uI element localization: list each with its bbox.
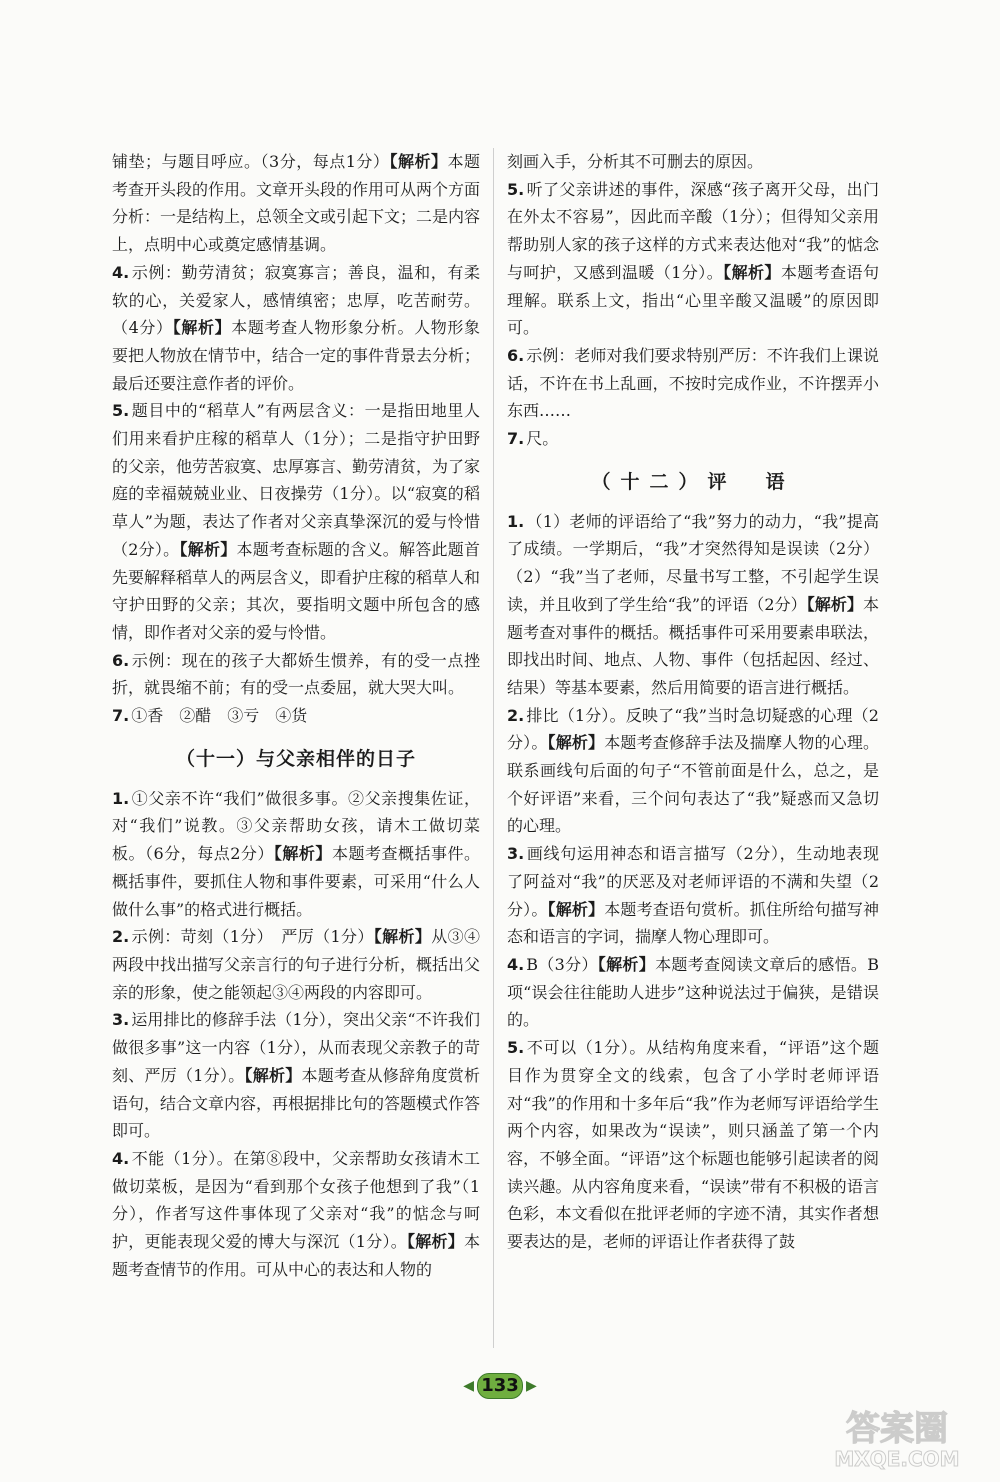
- watermark-line1: 答案圈: [846, 1409, 948, 1449]
- section-heading: （十一）与父亲相伴的日子: [175, 747, 416, 770]
- analysis-tag: 【解析】: [179, 539, 237, 559]
- page-number-badge: [448, 1372, 552, 1400]
- answer-item: [507, 1034, 879, 1256]
- item-text: B（3分）【解析】本题考查阅读文章后的感悟。B项“误会往往能助人进步”这种说法过于偏狭，是错误的。: [507, 954, 879, 1030]
- item-number: 7.: [112, 706, 130, 726]
- analysis-tag: 【解析】: [547, 733, 605, 753]
- answer-item: [507, 425, 879, 453]
- item-number: 7.: [507, 429, 525, 449]
- section-heading: （十二）评 语: [591, 470, 795, 493]
- item-number: 5.: [507, 1038, 525, 1058]
- item-text: 示例：现在的孩子大都娇生惯养，有的受一点挫折，就畏缩不前；有的受一点委屈，就大哭大叫。: [112, 650, 480, 698]
- item-number: 3.: [507, 844, 525, 864]
- analysis-tag: 【解析】: [172, 318, 232, 338]
- item-text: 刻画入手，分析其不可删去的原因。: [507, 152, 764, 171]
- item-number: 4.: [507, 954, 525, 974]
- answer-item: [507, 508, 879, 702]
- answer-item: [507, 951, 879, 1034]
- item-text: ①父亲不许“我们”做很多事。②父亲搜集佐证，对“我们”说教。③父亲帮助女孩，请木工做切菜板。（6分，每点2分）【解析】本题考查概括事件。概括事件，要抓住人物和事件要素，可采用“什么人做什么事”的格式进行概括。: [112, 788, 480, 919]
- analysis-tag: 【解析】: [406, 1232, 464, 1252]
- answer-item: [507, 342, 879, 425]
- answer-item: [112, 647, 480, 702]
- column-divider: [493, 148, 494, 1348]
- item-number: 6.: [112, 650, 130, 670]
- page-number: 133: [477, 1373, 523, 1399]
- item-text: 不能（1分）。在第⑧段中，父亲帮助女孩请木工做切菜板，是因为“看到那个女孩子他想到了我”（1分），作者写这件事体现了父亲对“我”的惦念与呵护，更能表现父爱的博大与深沉（1分）。【解析】本题考查情节的作用。可从中心的表达和人物的: [112, 1148, 480, 1279]
- answer-item: [112, 1006, 480, 1145]
- item-number: 6.: [507, 345, 525, 365]
- item-text: 排比（1分）。反映了“我”当时急切疑惑的心理（2分）。【解析】本题考查修辞手法及揣摩人物的心理。联系画线句后面的句子“不管前面是什么，总之，是个好评语”来看，三个问句表达了“我”疑惑而又急切的心理。: [507, 705, 879, 836]
- analysis-tag: 【解析】: [547, 899, 605, 919]
- answer-item: [507, 702, 879, 841]
- item-text: （1）老师的评语给了“我”努力的动力，“我”提高了成绩。一学期后，“我”才突然得知是误读（2分）（2）“我”当了老师，尽量书写工整，不引起学生误读，并且收到了学生给“我”的评语（2分）【解析】本题考查对事件的概括。概括事件可采用要素串联法，即找出时间、地点、人物、事件（包括起因、经过、结果）等基本要素，然后用简要的语言进行概括。: [507, 511, 879, 697]
- item-text: 不可以（1分）。从结构角度来看，“评语”这个题目作为贯穿全文的线索，包含了小学时老师评语对“我”的作用和十多年后“我”作为老师写评语给学生两个内容，如果改为“误读”，则只涵盖了第一个内容，不够全面。“评语”这个标题也能够引起读者的阅读兴趣。从内容角度来看，“误读”带有不积极的语言色彩，本文看似在批评老师的字迹不清，其实作者想要表达的是，老师的评语让作者获得了鼓: [507, 1038, 879, 1252]
- answer-item: [112, 259, 480, 398]
- item-text: 示例：苛刻（1分） 严厉（1分）【解析】从③④两段中找出描写父亲言行的句子进行分析，概括出父亲的形象，使之能领起③④两段的内容即可。: [112, 927, 481, 1002]
- item-text: 画线句运用神态和语言描写（2分），生动地表现了阿益对“我”的厌恶及对老师评语的不满和失望（2分）。【解析】本题考查语句赏析。抓住所给句描写神态和语言的字词，揣摩人物心理即可。: [507, 844, 879, 947]
- answer-item: [112, 397, 480, 646]
- item-number: 3.: [112, 1010, 130, 1030]
- right-column: [507, 148, 879, 1256]
- analysis-tag: 【解析】: [244, 1065, 302, 1085]
- analysis-tag: 【解析】: [273, 844, 332, 864]
- analysis-tag: 【解析】: [723, 262, 781, 282]
- item-number: 5.: [112, 401, 130, 421]
- item-text: 运用排比的修辞手法（1分），突出父亲“不许我们做很多事”这一内容（1分），从而表现父亲教子的苛刻、严厉（1分）。【解析】本题考查从修辞角度赏析语句，结合文章内容，再根据排比句的答题模式作答即可。: [112, 1010, 481, 1141]
- answer-item: [507, 176, 879, 342]
- item-number: 5.: [507, 179, 525, 199]
- answer-item: [112, 702, 480, 730]
- watermark-line2: MXQE.COM: [834, 1447, 960, 1471]
- answer-item: [112, 148, 480, 259]
- item-text: 铺垫；与题目呼应。（3分，每点1分）【解析】本题考查开头段的作用。文章开头段的作用可从两个方面分析：一是结构上，总领全文或引起下文；二是内容上，点明中心或奠定感情基调。: [112, 152, 481, 255]
- analysis-tag: 【解析】: [597, 954, 656, 974]
- left-arrow-icon: ◀: [463, 1378, 474, 1394]
- item-number: 1.: [112, 788, 130, 808]
- item-text: 题目中的“稻草人”有两层含义：一是指田地里人们用来看护庄稼的稻草人（1分）；二是指守护田野的父亲，他劳苦寂寞、忠厚寡言、勤劳清贫，为了家庭的幸福兢兢业业、日夜操劳（1分）。以“寂寞的稻草人”为题，表达了作者对父亲真挚深沉的爱与怜惜（2分）。【解析】本题考查标题的含义。解答此题首先要解释稻草人的两层含义，即看护庄稼的稻草人和守护田野的父亲；其次，要指明文题中所包含的感情，即作者对父亲的爱与怜惜。: [112, 401, 481, 642]
- item-number: 1.: [507, 511, 525, 531]
- answer-item: [507, 840, 879, 951]
- item-number: 4.: [112, 1148, 130, 1168]
- answer-item: [507, 148, 879, 176]
- analysis-tag: 【解析】: [389, 152, 448, 171]
- item-number: 4.: [112, 262, 130, 282]
- analysis-tag: 【解析】: [806, 594, 863, 614]
- answer-item: [112, 923, 480, 1006]
- answer-item: [112, 1145, 480, 1284]
- item-text: ①香 ②醋 ③亏 ④货: [131, 706, 308, 726]
- item-text: 示例：老师对我们要求特别严厉：不许我们上课说话，不许在书上乱画，不按时完成作业，不许摆弄小东西……: [507, 345, 879, 421]
- analysis-tag: 【解析】: [373, 927, 432, 947]
- right-arrow-icon: ▶: [526, 1378, 537, 1394]
- item-number: 2.: [112, 927, 130, 947]
- watermark-logo: [812, 1404, 982, 1474]
- item-text: 尺。: [526, 429, 559, 449]
- item-text: 听了父亲讲述的事件，深感“孩子离开父母，出门在外太不容易”，因此而辛酸（1分）；但得知父亲用帮助别人家的孩子这样的方式来表达他对“我”的惦念与呵护，又感到温暖（1分）。【解析】本题考查语句理解。联系上文，指出“心里辛酸又温暖”的原因即可。: [507, 179, 879, 338]
- item-number: 2.: [507, 705, 525, 725]
- left-column: [112, 148, 480, 1283]
- item-text: 示例：勤劳清贫；寂寞寡言；善良，温和，有柔软的心，关爱家人，感情缜密；忠厚，吃苦耐劳。（4分）【解析】本题考查人物形象分析。人物形象要把人物放在情节中，结合一定的事件背景去分析；最后还要注意作者的评价。: [112, 262, 481, 393]
- answer-item: [112, 785, 480, 924]
